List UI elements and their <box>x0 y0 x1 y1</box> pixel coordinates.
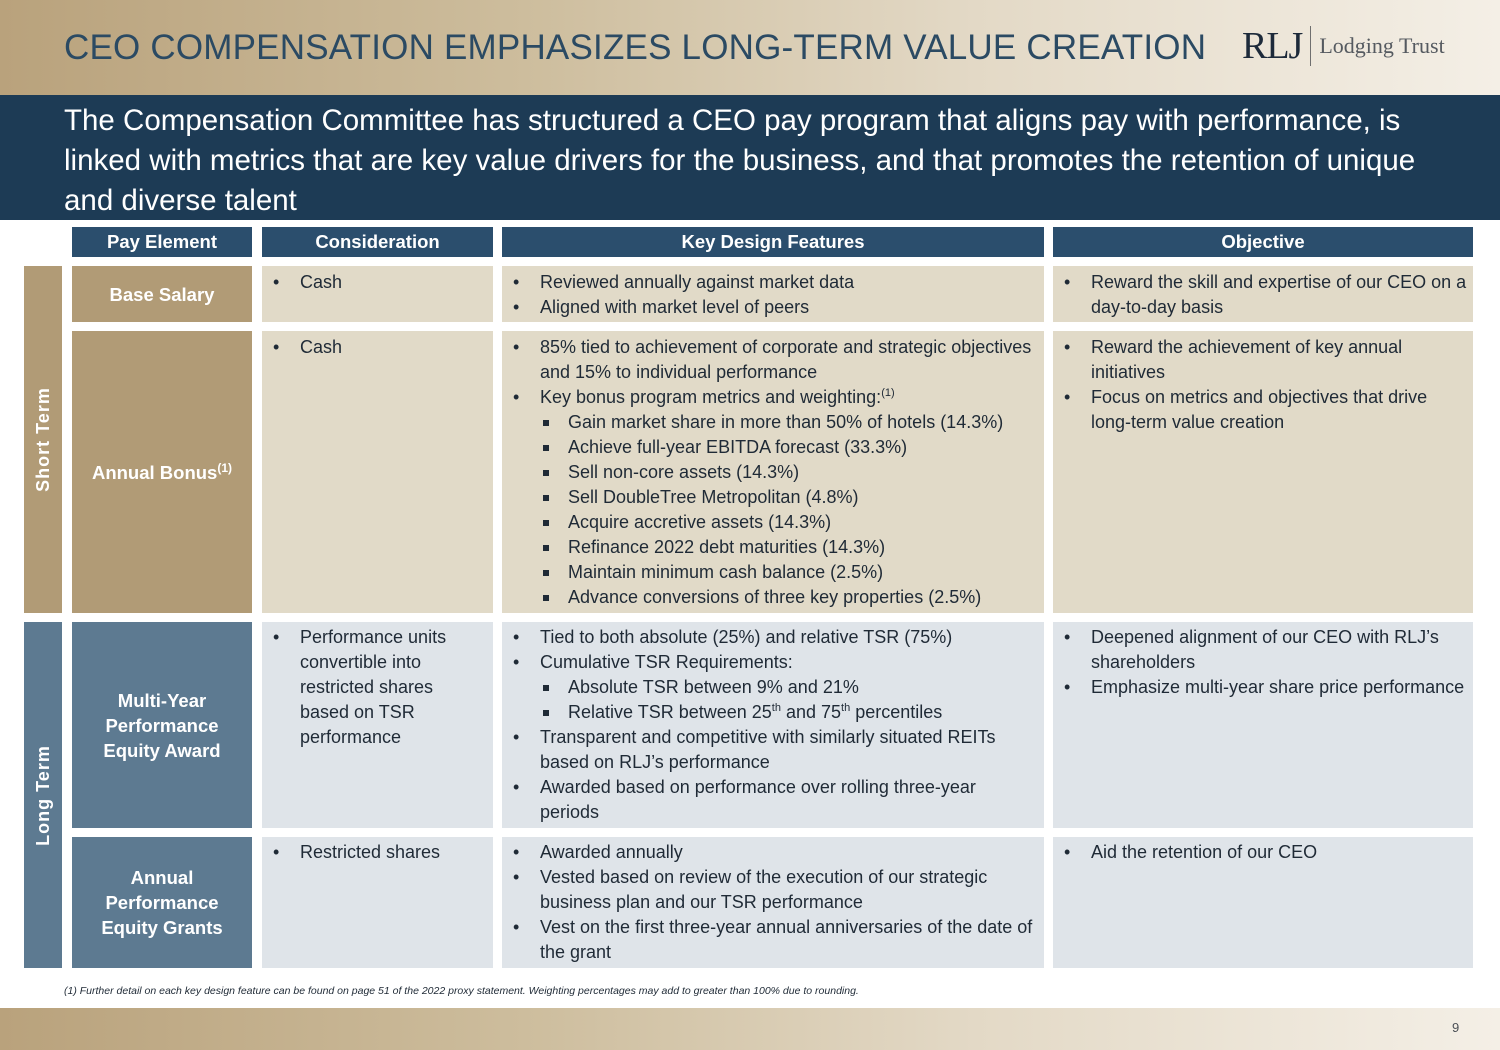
sub-list-item: Advance conversions of three key properties (2.5%) <box>512 585 1037 610</box>
company-logo <box>1242 22 1445 70</box>
list-item: • Vested based on review of the execution of our strategic business plan and our TSR performance <box>512 865 1037 915</box>
objective-list <box>1063 335 1468 435</box>
list-item: • Aligned with market level of peers <box>512 295 1037 320</box>
sub-list-item: Refinance 2022 debt maturities (14.3%) <box>512 535 1037 560</box>
consideration-list <box>272 625 467 750</box>
sub-list-item: Sell non-core assets (14.3%) <box>512 460 1037 485</box>
pay-element-label: Annual Performance Equity Grants <box>101 867 223 938</box>
sub-list-item: Sell DoubleTree Metropolitan (4.8%) <box>512 485 1037 510</box>
group-label-short-term <box>24 266 62 613</box>
column-header-consideration: Consideration <box>262 227 493 257</box>
list-item: • Aid the retention of our CEO <box>1063 840 1468 865</box>
consideration-cell <box>262 331 493 613</box>
objective-list <box>1063 270 1468 320</box>
objective-list <box>1063 840 1468 865</box>
list-item-text: Key bonus program metrics and weighting: <box>540 387 882 407</box>
features-list <box>512 270 1037 320</box>
group-label-short-term-text: Short Term <box>32 387 53 492</box>
group-label-long-term-text: Long Term <box>32 744 53 846</box>
consideration-list <box>272 335 487 360</box>
pay-element-annual-performance-equity-grants <box>72 837 252 968</box>
column-header-key-design-features: Key Design Features <box>502 227 1044 257</box>
list-item: • Focus on metrics and objectives that drive long-term value creation <box>1063 385 1468 435</box>
list-item: • Emphasize multi-year share price performance <box>1063 675 1468 700</box>
page-number: 9 <box>1452 1020 1460 1035</box>
sub-list-item: Absolute TSR between 9% and 21% <box>512 675 1037 700</box>
footnote-marker: (1) <box>217 460 233 475</box>
footer-band <box>0 1008 1500 1050</box>
features-list <box>512 335 1037 610</box>
list-item: • Awarded based on performance over rolling three-year periods <box>512 775 1037 825</box>
pay-element-annual-bonus <box>72 331 252 613</box>
list-item: • Reviewed annually against market data <box>512 270 1037 295</box>
list-item <box>512 385 1037 410</box>
features-list <box>512 840 1037 965</box>
list-item-text: Relative TSR between 25 <box>568 702 772 722</box>
list-item: • Restricted shares <box>272 840 487 865</box>
list-item: • Performance units convertible into restricted shares based on TSR performance <box>272 625 467 750</box>
intro-statement: The Compensation Committee has structured a CEO pay program that aligns pay with performance, is linked with metrics that are key value drivers for the business, and that promotes the retention of unique and diverse talent <box>64 104 1416 217</box>
pay-element-label: Base Salary <box>109 283 215 305</box>
ordinal-suffix: th <box>841 702 851 714</box>
column-header-pay-element: Pay Element <box>72 227 252 257</box>
list-item: • Deepened alignment of our CEO with RLJ’s shareholders <box>1063 625 1468 675</box>
sub-list-item <box>512 700 1037 725</box>
sub-list-item: Achieve full-year EBITDA forecast (33.3%) <box>512 435 1037 460</box>
pay-element-label: Multi-Year Performance Equity Award <box>103 689 221 761</box>
pay-element-label <box>92 460 232 485</box>
list-item: • Tied to both absolute (25%) and relative TSR (75%) <box>512 625 1037 650</box>
sub-list-item: Maintain minimum cash balance (2.5%) <box>512 560 1037 585</box>
sub-list-item: Gain market share in more than 50% of hotels (14.3%) <box>512 410 1037 435</box>
consideration-list <box>272 270 487 295</box>
logo-mark: RLJ <box>1242 25 1303 67</box>
list-item: • Cumulative TSR Requirements: <box>512 650 1037 675</box>
objective-list <box>1063 625 1468 700</box>
pay-element-multi-year-performance-equity-award <box>72 622 252 828</box>
logo-divider <box>1310 26 1311 66</box>
column-header-objective: Objective <box>1053 227 1473 257</box>
list-item: • Cash <box>272 270 487 295</box>
list-item: • Vest on the first three-year annual anniversaries of the date of the grant <box>512 915 1037 965</box>
footnote: (1) Further detail on each key design feature can be found on page 51 of the 2022 proxy statement. Weighting percentages may add to greater than 100% due to rounding. <box>64 985 859 997</box>
list-item: • Cash <box>272 335 487 360</box>
list-item: • Reward the skill and expertise of our CEO on a day-to-day basis <box>1063 270 1468 320</box>
list-item-text: percentiles <box>850 702 943 722</box>
list-item-text: and 75 <box>780 702 842 722</box>
list-item: • Awarded annually <box>512 840 1037 865</box>
ordinal-suffix: th <box>771 702 781 714</box>
footnote-marker: (1) <box>881 387 895 399</box>
consideration-list <box>272 840 487 865</box>
group-label-long-term <box>24 622 62 968</box>
sub-list-item: Acquire accretive assets (14.3%) <box>512 510 1037 535</box>
features-list <box>512 625 1037 825</box>
pay-element-label-text: Annual Bonus <box>91 461 218 483</box>
list-item: • 85% tied to achievement of corporate and strategic objectives and 15% to individual performance <box>512 335 1037 385</box>
list-item: • Transparent and competitive with similarly situated REITs based on RLJ’s performance <box>512 725 1037 775</box>
logo-text: Lodging Trust <box>1319 33 1445 58</box>
pay-element-base-salary <box>72 266 252 322</box>
list-item: • Reward the achievement of key annual initiatives <box>1063 335 1468 385</box>
page-title: CEO COMPENSATION EMPHASIZES LONG-TERM VALUE CREATION <box>64 28 1207 67</box>
